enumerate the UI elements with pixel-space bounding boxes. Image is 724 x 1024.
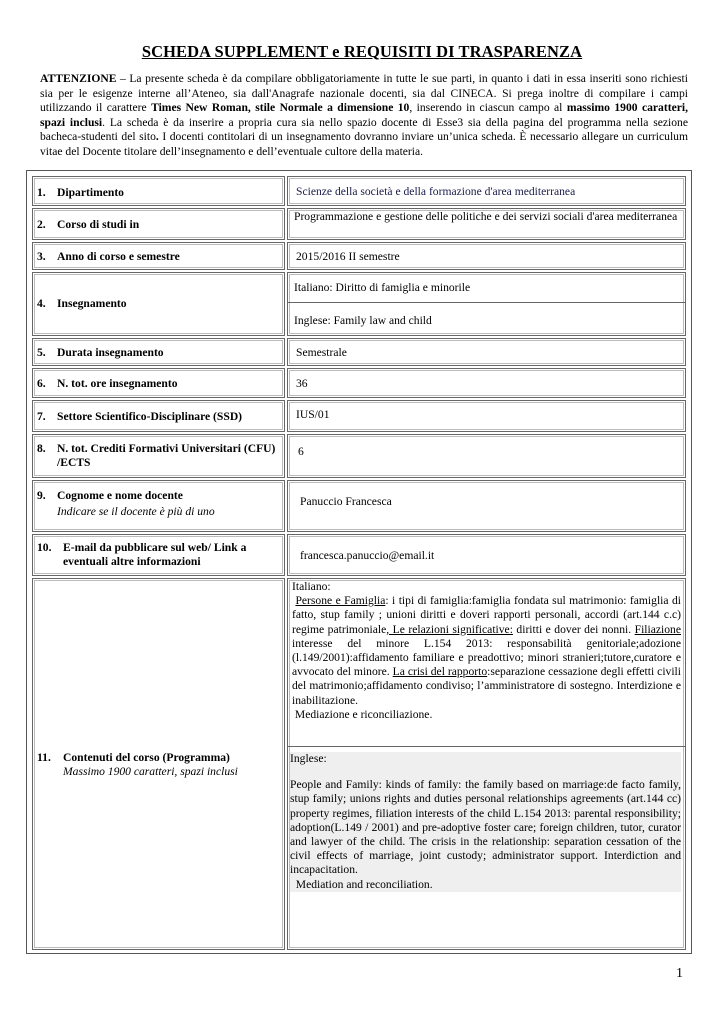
notice-text: , inserendo in ciascun campo al — [409, 101, 567, 115]
label-cell — [32, 242, 285, 270]
cell-divider — [288, 746, 685, 747]
label-durata: Durata insegnamento — [57, 346, 164, 359]
program-topic-crisi: La crisi del rapporto — [392, 665, 488, 679]
row-number: 6. — [37, 377, 46, 390]
label-dipartimento: Dipartimento — [57, 186, 124, 199]
program-text: diritti e dover dei nonni. — [512, 622, 635, 636]
value-anno-di-corso: 2015/2016 II semestre — [296, 250, 400, 263]
program-english-heading: Inglese: — [290, 752, 327, 765]
program-topic-filiazione: Filiazione — [634, 622, 681, 636]
row-anno-di-corso — [32, 242, 686, 270]
label-contenuti: Contenuti del corso (Programma) — [63, 751, 230, 764]
label-cell — [32, 578, 285, 950]
label-cfu: N. tot. Crediti Formativi Universitari (CFU) /ECTS — [57, 442, 276, 469]
label-cell — [32, 534, 285, 576]
label-cell — [32, 434, 285, 478]
label-email: E-mail da pubblicare sul web/ Link a eventuali altre informazioni — [63, 541, 247, 568]
page-title: SCHEDA SUPPLEMENT e REQUISITI DI TRASPARENZA — [141, 42, 583, 61]
row-corso-di-studi — [32, 208, 686, 240]
program-text: : i tipi di famiglia:famiglia fondata sul matrimonio: famiglia di fatto, stup family ; unioni diritti e doveri rapporti personali, accordi (art.144 c.c) regime patrimoniale — [292, 594, 681, 636]
row-durata — [32, 338, 686, 366]
program-english — [290, 752, 681, 892]
label-cell — [32, 338, 285, 366]
value-insegnamento-inglese: Inglese: Family law and child — [294, 314, 432, 327]
program-italian — [292, 580, 681, 722]
label-contenuti-note: Massimo 1900 caratteri, spazi inclusi — [63, 765, 238, 778]
row-number: 7. — [37, 410, 46, 423]
notice-lead: ATTENZIONE — [40, 72, 117, 85]
row-number: 4. — [37, 297, 46, 310]
value-cell — [287, 534, 686, 576]
program-english-body: People and Family: kinds of family: the family based on marriage:de facto family, stup family; unions rights and duties personal relationships agreements (art.144 cc) property regimes, filiation interests of the child L.154 2013: parental responsibility; adoption(L.149 / 2001) and pre-adoptive foster care; foreign children, tutor, curator and lawyer of the child. The crisis in the relationship: separation cessation of the civil effects of marriage, joint custody; administrator support. Interdiction and incapacitation. — [290, 778, 681, 877]
notice-paragraph — [40, 72, 688, 160]
row-ore — [32, 368, 686, 398]
row-ssd — [32, 400, 686, 432]
notice-text: . — [155, 130, 159, 144]
value-cfu: 6 — [298, 445, 304, 458]
row-cfu — [32, 434, 686, 478]
value-email: francesca.panuccio@email.it — [300, 549, 435, 562]
label-corso-di-studi: Corso di studi in — [57, 218, 140, 231]
notice-text: . La scheda è da inserire a propria cura sia nello spazio docente di Esse3 sia della pagina del programma nella sezione bacheca-studenti del sito — [40, 115, 688, 144]
value-insegnamento-italiano: Italiano: Diritto di famiglia e minorile — [294, 281, 471, 294]
label-insegnamento: Insegnamento — [57, 297, 127, 310]
value-ore: 36 — [296, 377, 308, 390]
value-cell — [287, 272, 686, 336]
row-number: 1. — [37, 186, 46, 199]
row-number: 10. — [37, 541, 52, 554]
value-cell — [287, 400, 686, 432]
label-docente: Cognome e nome docente — [57, 489, 183, 502]
value-cell — [287, 338, 686, 366]
label-cell — [32, 272, 285, 336]
row-number: 8. — [37, 442, 46, 455]
label-cell — [32, 480, 285, 532]
value-cell — [287, 176, 686, 206]
row-number: 5. — [37, 346, 46, 359]
program-text: Mediazione e riconciliazione. — [294, 707, 433, 721]
program-text: :separazione cessazione degli effetti civili del matrimonio;affidamento condiviso; l’amministratore di sostegno. Interdizione e inabilitazione. — [292, 665, 682, 707]
value-cell — [287, 242, 686, 270]
label-cell — [32, 176, 285, 206]
label-docente-note: Indicare se il docente è più di uno — [57, 505, 215, 518]
row-insegnamento — [32, 272, 686, 336]
label-ore: N. tot. ore insegnamento — [57, 377, 178, 390]
value-cell — [287, 368, 686, 398]
row-number: 2. — [37, 218, 46, 231]
program-english-last: Mediation and reconciliation. — [295, 877, 433, 891]
value-dipartimento: Scienze della società e della formazione d'area mediterranea — [296, 185, 576, 198]
label-cell — [32, 208, 285, 240]
label-cell — [32, 400, 285, 432]
value-cell — [287, 480, 686, 532]
value-docente: Panuccio Francesca — [300, 495, 392, 508]
program-text: interesse del minore L.154 2013: responsabilità genitoriale;adozione (l.149/2001):affidamento familiare e preadottivo; minori stranieri;tutore,curatore e avvocato del minore. — [292, 636, 681, 679]
row-docente — [32, 480, 686, 532]
value-durata: Semestrale — [296, 346, 347, 359]
label-ssd: Settore Scientifico-Disciplinare (SSD) — [57, 410, 243, 423]
value-cell — [287, 208, 686, 240]
value-cell — [287, 578, 686, 950]
program-topic-persone: Persone e Famiglia — [295, 594, 386, 608]
cell-divider — [288, 302, 685, 303]
row-number: 3. — [37, 250, 46, 263]
value-corso-di-studi: Programmazione e gestione delle politiche e dei servizi sociali d'area mediterranea — [294, 210, 678, 223]
notice-text: – La presente scheda è da compilare obbligatoriamente in tutte le sue parti, in quanto i dati in essa inseriti sono richiesti sia per le esigenze interne all’Ateneo, sia dall'Anagrafe nazionale docenti, sia dal CINECA. Si prega inoltre di compilare i campi utilizzando il carattere — [40, 72, 688, 115]
notice-text: I docenti contitolari di un insegnamento dovranno inviare un’unica scheda. È necessario allegare un curriculum vitae del Docente titolare dell’insegnamento e dell’eventuale cultore della materia. — [40, 130, 688, 158]
row-contenuti — [32, 578, 686, 950]
notice-max-chars: massimo 1900 caratteri, spazi inclusi — [40, 101, 688, 129]
row-number: 9. — [37, 489, 46, 502]
program-topic-relazioni: , Le relazioni significative: — [386, 622, 513, 636]
row-dipartimento — [32, 176, 686, 206]
label-anno-di-corso: Anno di corso e semestre — [57, 250, 180, 263]
value-ssd: IUS/01 — [296, 408, 330, 421]
row-email — [32, 534, 686, 576]
program-italian-heading: Italiano: — [292, 580, 331, 593]
label-cell — [32, 368, 285, 398]
page-number: 1 — [676, 966, 683, 981]
value-cell — [287, 434, 686, 478]
notice-font-requirement: Times New Roman, stile Normale a dimensione 10 — [151, 101, 410, 115]
row-number: 11. — [37, 751, 51, 764]
